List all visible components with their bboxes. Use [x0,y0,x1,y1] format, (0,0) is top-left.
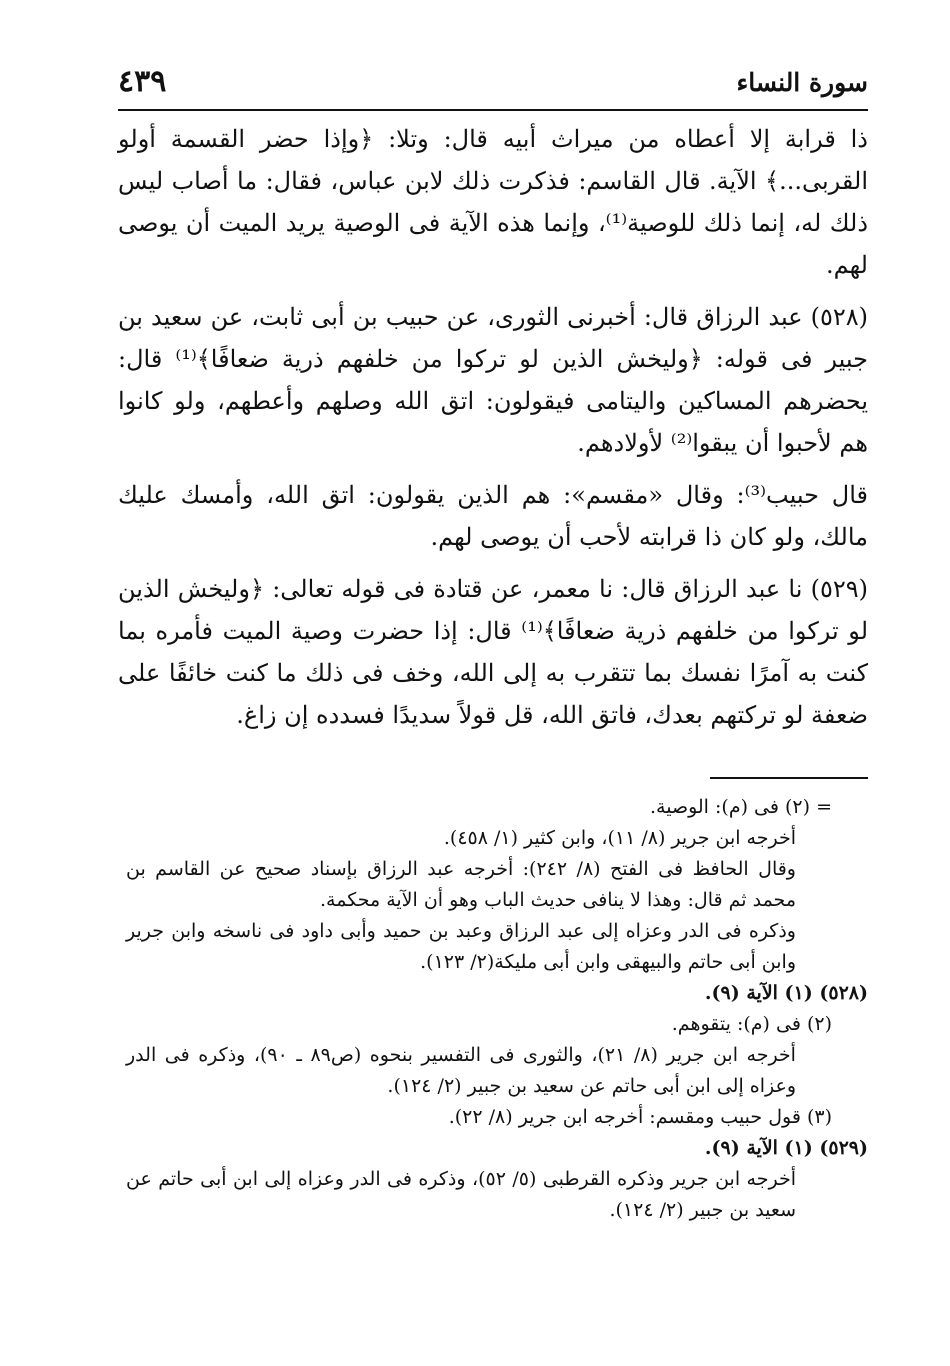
footnote-line: أخرجه ابن جرير وذكره القرطبى (٥/ ٥٢)، وذكره فى الدر وعزاه إلى ابن أبى حاتم عن سعيد بن جبير (٢/ ١٢٤). [126,1168,796,1221]
page-header [118,58,868,104]
footnote-line: (٢) فى (م): يتقوهم. [671,1013,832,1035]
header-divider [118,109,868,111]
main-paragraph: (٥٢٩) نا عبد الرزاق قال: نا معمر، عن قتادة فى قوله تعالى: ﴿وليخش الذين لو تركوا من خلفهم ذرية ضعافًا﴾⁽¹⁾ قال: إذا حضرت وصية الميت فأمره بما كنت به آمرًا نفسك بما تتقرب به إلى الله، وخف فى ذلك ما كنت خائفًا على ضعفة لو تركتهم بعدك، فاتق الله، قل قولاً سديدًا فسدده إن زاغ. [118,575,868,729]
footnote-line: (٣) قول حبيب ومقسم: أخرجه ابن جرير (٨/ ٢٢). [448,1106,832,1128]
page-number: ٤٣٩ [118,64,167,99]
main-text [118,118,868,746]
footnote-line: وقال الحافظ فى الفتح (٨/ ٢٤٢): أخرجه عبد الرزاق بإسناد صحيح عن القاسم بن محمد ثم قال: وهذا لا ينافى حديث الباب وهو أن الآية محكمة. [126,858,796,911]
footnote-line: أخرجه ابن جرير (٨/ ١١)، وابن كثير (١/ ٤٥٨). [443,827,796,849]
main-paragraph: ذا قرابة إلا أعطاه من ميراث أبيه قال: وتلا: ﴿وإذا حضر القسمة أولو القربى...﴾ الآية. قال القاسم: فذكرت ذلك لابن عباس، فقال: ما أصاب ليس ذلك له، إنما ذلك للوصية⁽¹⁾، وإنما هذه الآية فى الوصية يريد الميت أن يوصى لهم. [118,125,869,279]
footnote-divider [710,777,868,779]
footnotes [126,792,868,1226]
surah-title: سورة النساء [736,68,868,97]
footnote-line: أخرجه ابن جرير (٨/ ٢١)، والثورى فى التفسير بنحوه (ص٨٩ ـ ٩٠)، وذكره فى الدر وعزاه إلى ابن أبى حاتم عن سعيد بن جبير (٢/ ١٢٤). [126,1044,796,1097]
footnote-line: (٥٢٩) (١) الآية (٩). [704,1137,868,1159]
footnote-line: = (٢) فى (م): الوصية. [649,796,832,818]
main-paragraph: (٥٢٨) عبد الرزاق قال: أخبرنى الثورى، عن حبيب بن أبى ثابت، عن سعيد بن جبير فى قوله: ﴿وليخش الذين لو تركوا من خلفهم ذرية ضعافًا﴾⁽¹⁾ قال: يحضرهم المساكين واليتامى فيقولون: اتق الله وصلهم وأعطهم، ولو كانوا هم لأحبوا أن يبقوا⁽²⁾ لأولادهم. [118,303,868,457]
main-paragraph: قال حبيب⁽³⁾: وقال «مقسم»: هم الذين يقولون: اتق الله، وأمسك عليك مالك، ولو كان ذا قرابته لأحب أن يوصى لهم. [118,481,868,551]
footnote-line: (٥٢٨) (١) الآية (٩). [704,982,868,1004]
footnote-line: وذكره فى الدر وعزاه إلى عبد الرزاق وعبد بن حميد وأبى داود فى ناسخه وابن جرير وابن أبى حاتم والبيهقى وابن أبى مليكة(٢/ ١٢٣). [126,920,796,973]
